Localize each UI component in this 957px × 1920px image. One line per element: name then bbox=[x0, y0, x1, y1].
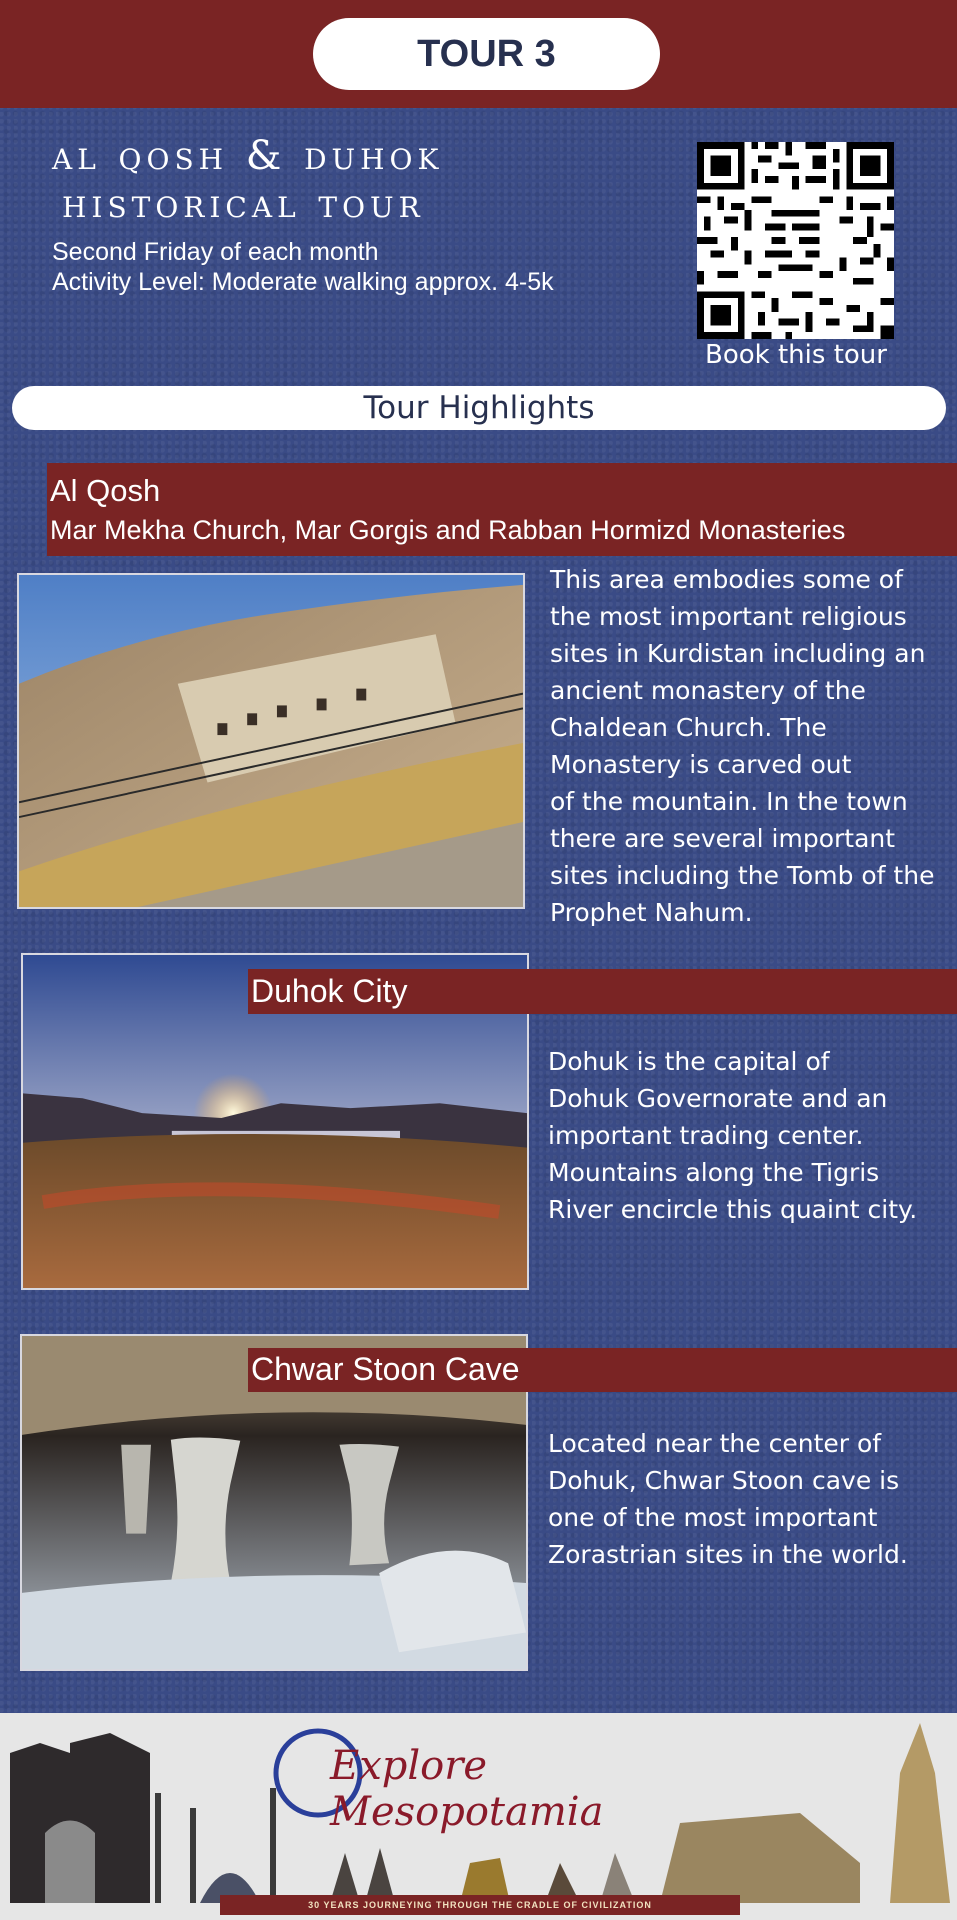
duhok-description-line: Dohuk is the capital of bbox=[548, 1047, 830, 1076]
cave-description-line: Located near the center of bbox=[548, 1429, 882, 1458]
al-qosh-subtitle: Mar Mekha Church, Mar Gorgis and Rabban Hormizd Monasteries bbox=[50, 515, 846, 545]
duhok-description-line: River encircle this quaint city. bbox=[548, 1195, 918, 1224]
al-qosh-description-line: Prophet Nahum. bbox=[550, 898, 753, 927]
al-qosh-description-line: of the mountain. In the town bbox=[550, 787, 908, 816]
al-qosh-description-line: This area embodies some of bbox=[550, 565, 903, 594]
activity-level: Activity Level: Moderate walking approx. 4-5k bbox=[52, 268, 554, 296]
tour-schedule: Second Friday of each month bbox=[52, 238, 379, 266]
al-qosh-description-line: ancient monastery of the bbox=[550, 676, 866, 705]
al-qosh-description-line: sites including the Tomb of the bbox=[550, 861, 935, 890]
chwar-stoon-cave-title: Chwar Stoon Cave bbox=[251, 1351, 520, 1387]
booking-qr-code[interactable] bbox=[697, 142, 894, 339]
al-qosh-monastery-photo bbox=[17, 573, 525, 909]
tour-number-badge: TOUR 3 bbox=[313, 18, 660, 90]
duhok-description-line: important trading center. bbox=[548, 1121, 864, 1150]
al-qosh-banner bbox=[47, 463, 957, 556]
tour-highlights-heading: Tour Highlights bbox=[12, 386, 946, 430]
tour-title-line1: al qosh & duhok bbox=[52, 133, 444, 179]
al-qosh-description-line: Monastery is carved out bbox=[550, 750, 852, 779]
al-qosh-description-line: Chaldean Church. The bbox=[550, 713, 827, 742]
brand-tagline: 30 YEARS JOURNEYING THROUGH THE CRADLE OF CIVILIZATION bbox=[220, 1895, 740, 1915]
duhok-city-banner bbox=[248, 969, 957, 1014]
duhok-description-line: Mountains along the Tigris bbox=[548, 1158, 880, 1187]
book-tour-link[interactable]: Book this tour bbox=[705, 340, 887, 370]
duhok-description-line: Dohuk Governorate and an bbox=[548, 1084, 888, 1113]
al-qosh-description bbox=[550, 561, 950, 931]
brand-logo: Explore Mesopotamia bbox=[330, 1743, 604, 1835]
chwar-stoon-cave-description bbox=[548, 1425, 948, 1573]
al-qosh-description-line: there are several important bbox=[550, 824, 896, 853]
duhok-city-title: Duhok City bbox=[251, 973, 408, 1009]
cave-description-line: one of the most important bbox=[548, 1503, 878, 1532]
al-qosh-description-line: the most important religious bbox=[550, 602, 907, 631]
tour-title-line2: historical tour bbox=[62, 181, 425, 227]
tour-title bbox=[52, 132, 612, 228]
footer-banner bbox=[0, 1713, 957, 1920]
cave-description-line: Zorastrian sites in the world. bbox=[548, 1540, 908, 1569]
al-qosh-title: Al Qosh bbox=[50, 473, 161, 508]
al-qosh-description-line: sites in Kurdistan including an bbox=[550, 639, 926, 668]
duhok-city-description bbox=[548, 1043, 948, 1228]
chwar-stoon-cave-banner bbox=[248, 1348, 957, 1392]
cave-description-line: Dohuk, Chwar Stoon cave is bbox=[548, 1466, 900, 1495]
